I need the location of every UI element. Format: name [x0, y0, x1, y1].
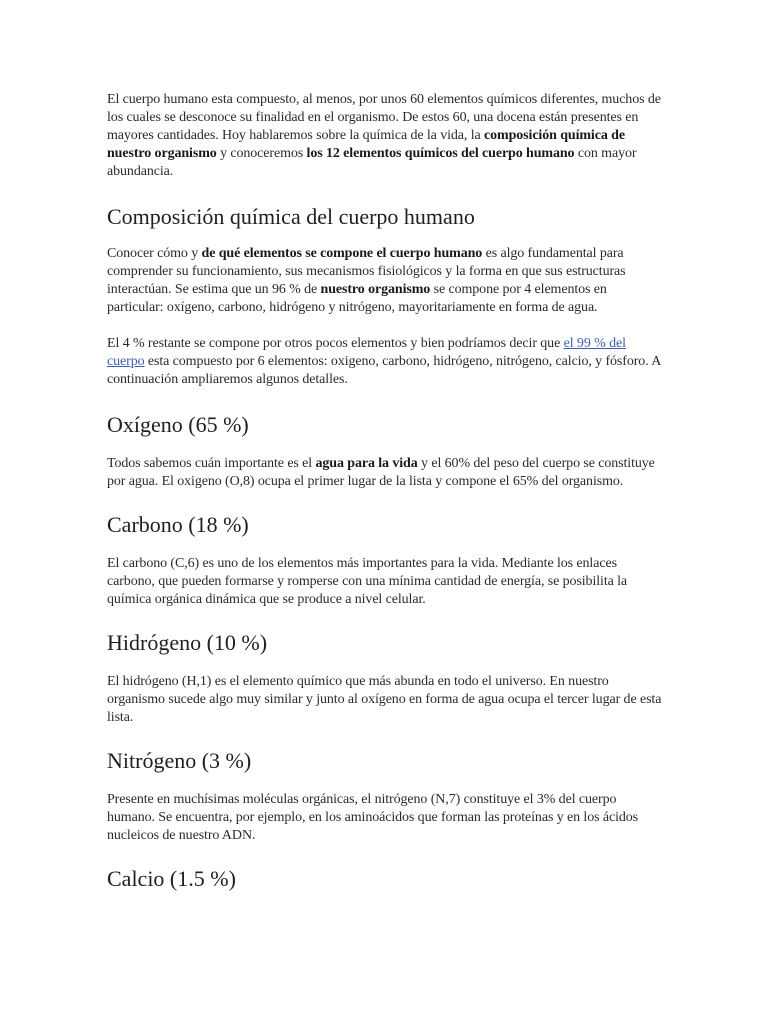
intro-paragraph — [107, 91, 663, 181]
link-99-cuerpo[interactable]: el 99 % del cuerpo — [107, 336, 626, 369]
intro-text: y conoceremos — [216, 146, 307, 161]
intro-bold-composicion: composición química de nuestro organismo — [107, 128, 625, 161]
composicion-paragraph-1 — [107, 245, 663, 317]
oxigeno-text: Todos sabemos cuán importante es el — [107, 456, 316, 471]
carbono-paragraph: El carbono (C,6) es uno de los elementos más importantes para la vida. Mediante los enlaces carbono, que pueden formarse y romperse con una mínima cantidad de energía, se posibilita la química orgánica dinámica que se produce a nivel celular. — [107, 556, 628, 607]
heading-carbono: Carbono (18 %) — [107, 512, 249, 537]
composicion-text: esta compuesto por 6 elementos: oxigeno, carbono, hidrógeno, nitrógeno, calcio, y fósforo. A continuación ampliaremos algunos detalles. — [107, 354, 661, 387]
oxigeno-bold-agua: agua para la vida — [315, 456, 418, 471]
composicion-bold-elementos: de qué elementos se compone el cuerpo humano — [201, 246, 483, 261]
heading-nitrogeno: Nitrógeno (3 %) — [107, 748, 252, 773]
composicion-bold-organismo: nuestro organismo — [320, 282, 431, 297]
heading-oxigeno: Oxígeno (65 %) — [107, 412, 249, 437]
heading-calcio: Calcio (1.5 %) — [107, 866, 236, 891]
composicion-text: Conocer cómo y — [107, 246, 202, 261]
intro-bold-elementos: los 12 elementos químicos del cuerpo humano — [306, 146, 575, 161]
oxigeno-text: y el 60% del peso del cuerpo se constituye por agua. El oxigeno (O,8) ocupa el primer lugar de la lista y compone el 65% del organismo. — [107, 456, 655, 489]
oxigeno-paragraph — [107, 455, 663, 491]
composicion-paragraph-2 — [107, 335, 663, 389]
heading-hidrogeno: Hidrógeno (10 %) — [107, 630, 268, 655]
article-body — [107, 91, 663, 909]
composicion-text: El 4 % restante se compone por otros pocos elementos y bien podríamos decir que — [107, 336, 564, 351]
composicion-text: se compone por 4 elementos en particular: oxígeno, carbono, hidrógeno y nitrógeno, mayoritariamente en forma de agua. — [107, 282, 607, 315]
heading-composicion: Composición química del cuerpo humano — [107, 204, 475, 229]
nitrogeno-paragraph: Presente en muchísimas moléculas orgánicas, el nitrógeno (N,7) constituye el 3% del cuerpo humano. Se encuentra, por ejemplo, en los aminoácidos que forman las proteínas y en los ácidos nucleicos de nuestro ADN. — [107, 792, 639, 843]
composicion-text: es algo fundamental para comprender su funcionamiento, sus mecanismos fisiológicos y la forma en que sus estructuras interactúan. Se estima que un 96 % de — [107, 246, 626, 297]
intro-text: con mayor abundancia. — [107, 146, 637, 179]
hidrogeno-paragraph: El hidrógeno (H,1) es el elemento químico que más abunda en todo el universo. En nuestro organismo sucede algo muy similar y junto al oxígeno en forma de agua ocupa el tercer lugar de esta lista. — [107, 674, 662, 725]
intro-text: El cuerpo humano esta compuesto, al menos, por unos 60 elementos químicos diferentes, muchos de los cuales se desconoce su finalidad en el organismo. De estos 60, una docena están presentes en mayores cantidades. Hoy hablaremos sobre la química de la vida, la — [107, 92, 661, 143]
